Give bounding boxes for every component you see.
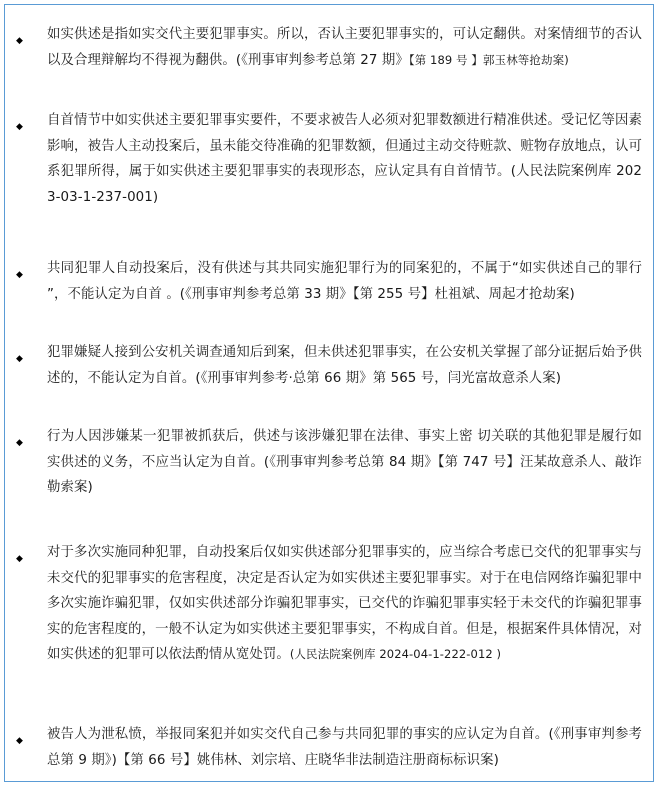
list-item-text: [47, 424, 642, 501]
item-text: 犯罪嫌疑人接到公安机关调查通知后到案，但未供述犯罪事实，在公安机关掌握了部分证据后始予供述的，不能认定为自首。(《刑事审判参考·总第 66 期》第 565 号，闫光富故意杀人案): [47, 345, 642, 386]
bullet-icon: ◆: [16, 36, 23, 46]
item-text: 行为人因涉嫌某一犯罪被抓获后，供述与该涉嫌犯罪在法律、事实上密 切关联的其他犯罪是履行如实供述的义务，不应当认定为自首。(《刑事审判参考总第 84 期》【第 747 号】汪某故意杀人、敲诈勒索案): [47, 429, 642, 495]
item-reference: 【第 189 号 】郭玉林等抢劫案): [408, 52, 569, 67]
bullet-icon: ◆: [16, 122, 23, 132]
item-text: 如实供述是指如实交代主要犯罪事实。所以，否认主要犯罪事实的，可认定翻供。对案情细节的否认以及合理辩解均不得视为翻供。(《刑事审判参考总第 27 期》: [47, 27, 642, 68]
bullet-icon: ◆: [16, 270, 23, 280]
item-text: 被告人为泄私愤，举报同案犯并如实交代自己参与共同犯罪的事实的应认定为自首。(《刑事审判参考总第 9 期》)【第 66 号】姚伟林、刘宗培、庄晓华非法制造注册商标标识案): [47, 727, 642, 768]
item-text: 自首情节中如实供述主要犯罪事实要件，不要求被告人必须对犯罪数额进行精准供述。受记忆等因素影响，被告人主动投案后，虽未能交待准确的犯罪数额，但通过主动交待赃款、赃物存放地点，认可系犯罪所得，属于如实供述主要犯罪事实的表现形态，应认定具有自首情节。(人民法院案例库 2023-03-1-237-001): [47, 113, 642, 205]
bullet-icon: ◆: [16, 736, 23, 746]
list-item-text: [47, 340, 642, 391]
list-item-text: [47, 108, 642, 210]
item-text: 对于多次实施同种犯罪，自动投案后仅如实供述部分犯罪事实的，应当综合考虑已交代的犯罪事实与未交代的犯罪事实的危害程度，决定是否认定为如实供述主要犯罪事实。对于在电信网络诈骗犯罪中多次实施诈骗犯罪，仅如实供述部分诈骗犯罪事实，已交代的诈骗犯罪事实轻于未交代的诈骗犯罪事实的危害程度的，一般不认定为如实供述主要犯罪事实，不构成自首。但是，根据案件具体情况，对如实供述的犯罪可以依法酌情从宽处罚。: [47, 545, 642, 662]
bullet-icon: ◆: [16, 354, 23, 364]
item-text: 共同犯罪人自动投案后，没有供述与其共同实施犯罪行为的同案犯的，不属于“如实供述自己的罪行 ”，不能认定为自首 。(《刑事审判参考总第 33 期》【第 255 号】杜祖斌、周起才抢劫案): [47, 261, 642, 302]
list-item-text: [47, 256, 642, 307]
item-reference: (人民法院案例库 2024-04-1-222-012 ): [289, 647, 502, 661]
list-item-text: [47, 22, 642, 73]
bullet-icon: ◆: [16, 554, 23, 564]
list-item-text: [47, 540, 642, 668]
bullet-icon: ◆: [16, 438, 23, 448]
list-item-text: [47, 722, 642, 773]
